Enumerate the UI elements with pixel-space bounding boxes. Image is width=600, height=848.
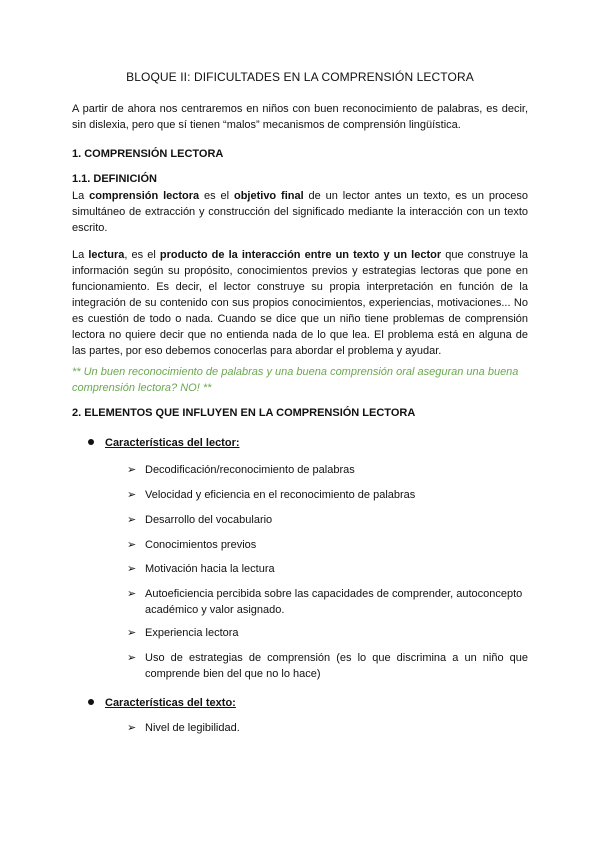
- section-2-heading: 2. ELEMENTOS QUE INFLUYEN EN LA COMPRENSIÓN LECTORA: [72, 407, 416, 419]
- arrow-icon: ➢: [127, 514, 137, 526]
- arrow-icon: ➢: [127, 722, 137, 734]
- text-run: La: [72, 249, 89, 261]
- bullet-icon: [88, 439, 94, 445]
- list-item: ➢ Uso de estrategias de comprensión (es lo que discrimina a un niño que comprende bien del que no lo hace): [127, 652, 528, 680]
- reading-paragraph: [72, 247, 528, 359]
- intro-paragraph: A partir de ahora nos centraremos en niños con buen reconocimiento de palabras, es decir, sin dislexia, pero que sí tienen “malos” mecanismos de comprensión lingüística.: [72, 103, 528, 131]
- text-run: es el: [199, 190, 234, 202]
- bold-term: producto de la interacción entre un texto y un lector: [159, 249, 442, 261]
- list-item: ➢ Desarrollo del vocabulario: [127, 514, 273, 526]
- highlight-note: ** Un buen reconocimiento de palabras y una buena comprensión oral aseguran una buena comprensión lectora? NO! **: [72, 366, 519, 394]
- arrow-icon: ➢: [127, 652, 137, 664]
- list-item: ➢ Autoeficiencia percibida sobre las capacidades de comprender, autoconcepto académico y valor asignado.: [127, 588, 523, 616]
- bold-term: comprensión lectora: [89, 190, 200, 202]
- list-item: ➢ Decodificación/reconocimiento de palabras: [127, 464, 355, 476]
- list-item: ➢ Experiencia lectora: [127, 627, 239, 639]
- list-item: ➢ Motivación hacia la lectura: [127, 563, 275, 575]
- arrow-icon: ➢: [127, 489, 137, 501]
- reader-characteristics-heading: [88, 437, 240, 449]
- arrow-icon: ➢: [127, 627, 137, 639]
- list-item: ➢ Velocidad y eficiencia en el reconocimiento de palabras: [127, 489, 416, 501]
- text-run: de un lector antes un texto, es un proceso simultáneo de extracción y construcción del significado mediante la interacción con un texto escrito.: [72, 190, 528, 234]
- bold-term: objetivo final: [233, 190, 304, 202]
- bold-term: lectura: [88, 249, 125, 261]
- text-run: La: [72, 190, 90, 202]
- definition-paragraph: [72, 188, 528, 236]
- bullet-label: Características del texto:: [105, 697, 236, 709]
- text-run: , es el: [124, 249, 160, 261]
- subsection-1-1-heading: 1.1. DEFINICIÓN: [72, 173, 157, 185]
- arrow-icon: ➢: [127, 539, 137, 551]
- list-item: ➢ Conocimientos previos: [127, 539, 257, 551]
- text-characteristics-heading: [88, 697, 236, 709]
- page-title: BLOQUE II: DIFICULTADES EN LA COMPRENSIÓN LECTORA: [126, 70, 474, 84]
- arrow-icon: ➢: [127, 464, 137, 476]
- list-item: ➢ Nivel de legibilidad.: [127, 722, 240, 734]
- bullet-icon: [88, 699, 94, 705]
- section-1-heading: 1. COMPRENSIÓN LECTORA: [72, 148, 224, 160]
- arrow-icon: ➢: [127, 588, 137, 600]
- text-run: que construye la información según su propósito, conocimientos previos y estrategias lectoras que pone en funcionamiento. Es decir, el lector construye su propia interpretación en función de la integración de su contenido con sus propios conocimientos, experiencias, motivaciones... No es cuestión de todo o nada. Cuando se dice que un niño tiene problemas de comprensión lectora no quiere decir que no entienda nada de lo que lea. El problema está en alguna de las partes, por eso debemos conocerlas para abordar el problema y ayudar.: [72, 249, 528, 357]
- bullet-label: Características del lector:: [105, 437, 240, 449]
- arrow-icon: ➢: [127, 563, 137, 575]
